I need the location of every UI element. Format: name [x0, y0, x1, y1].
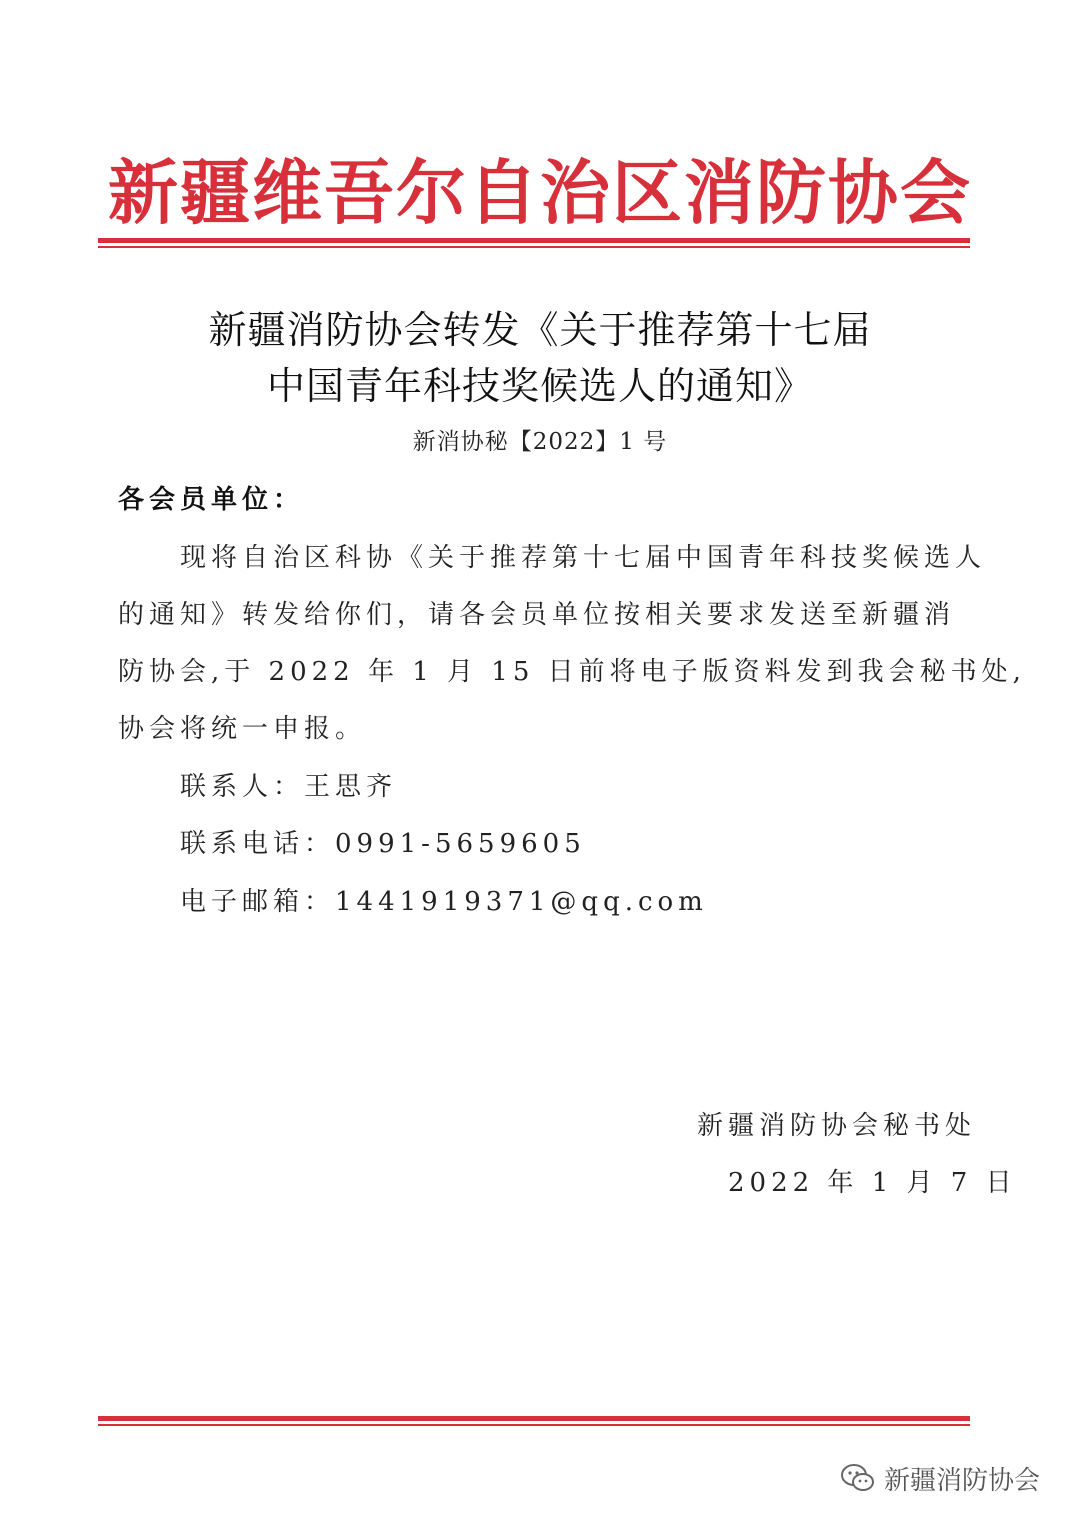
body-line-2: 的通知》转发给你们，请各会员单位按相关要求发送至新疆消 — [118, 600, 956, 630]
letterhead-org-name: 新疆维吾尔自治区消防协会 — [108, 151, 972, 234]
letterhead-red-rule — [98, 238, 970, 243]
watermark-text: 新疆消防协会 — [884, 1465, 1041, 1496]
body-line-4: 协会将统一申报。 — [118, 714, 367, 744]
contact-phone: 联系电话：0991-5659605 — [180, 829, 586, 859]
body-line-1: 现将自治区科协《关于推荐第十七届中国青年科技奖候选人 — [180, 543, 987, 573]
contact-email: 电子邮箱：1441919371@qq.com — [180, 887, 708, 917]
signature-date: 2022 年 1 月 7 日 — [728, 1168, 1017, 1198]
salutation: 各会员单位： — [118, 485, 305, 515]
wechat-watermark — [840, 1456, 1040, 1500]
wechat-icon — [840, 1463, 876, 1493]
document-title-line-1: 新疆消防协会转发《关于推荐第十七届 — [208, 308, 872, 352]
footer-red-rule — [98, 1416, 970, 1421]
document-title-line-2: 中国青年科技奖候选人的通知》 — [266, 364, 813, 408]
body-line-3: 防协会,于 2022 年 1 月 15 日前将电子版资料发到我会秘书处, — [118, 657, 1026, 687]
document-number: 新消协秘【2022】1 号 — [412, 429, 668, 455]
contact-person: 联系人：王思齐 — [180, 772, 398, 802]
signature-org: 新疆消防协会秘书处 — [697, 1111, 977, 1141]
